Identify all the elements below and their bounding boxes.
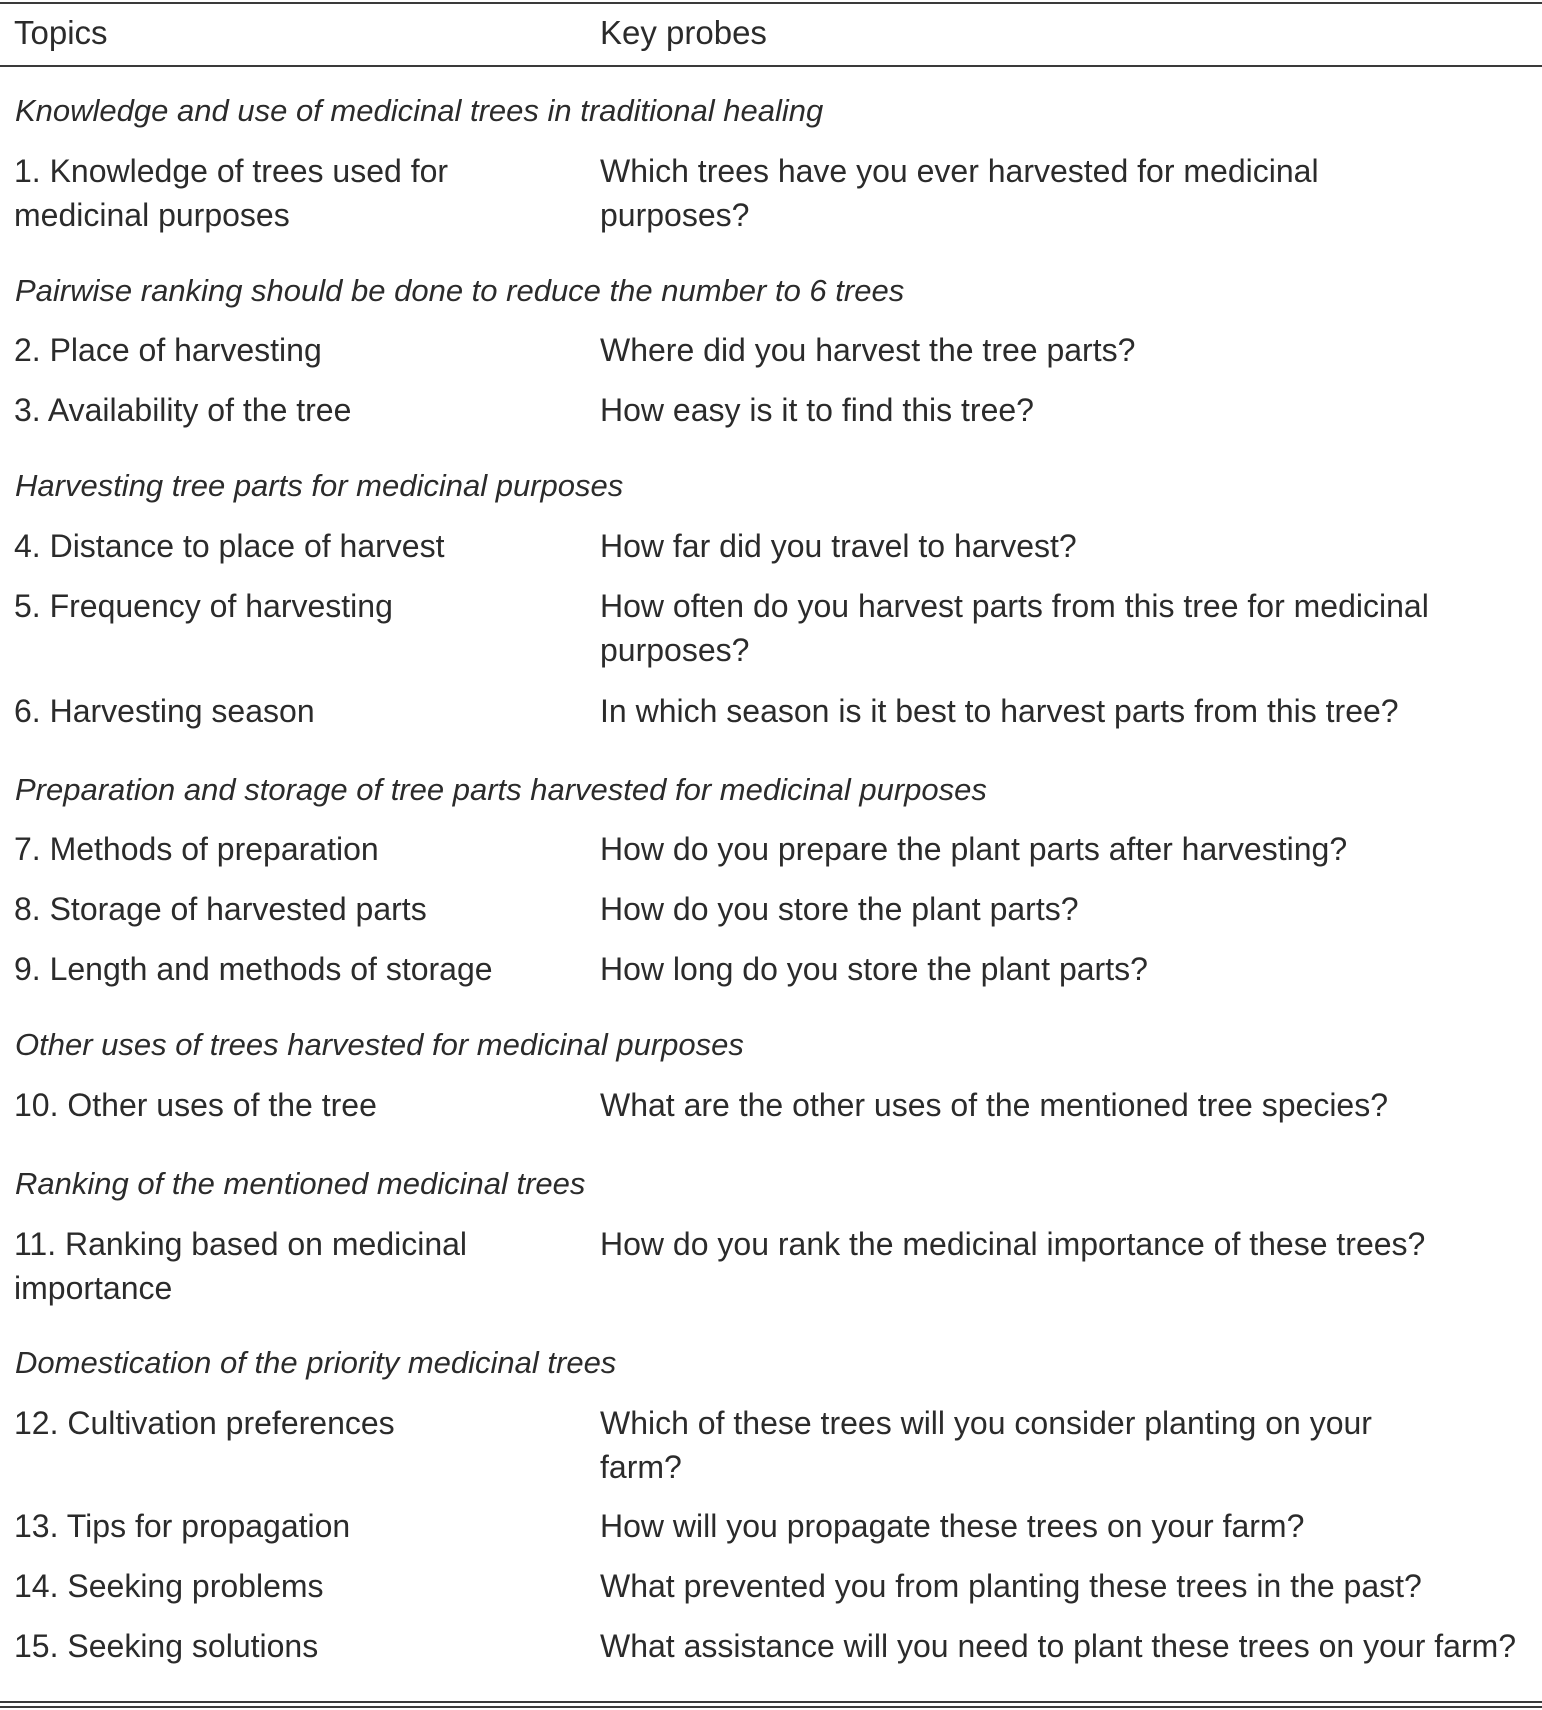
row-topic: 2. Place of harvesting [14,332,322,368]
section-heading: Harvesting tree parts for medicinal purposes [15,468,624,503]
row-topic: 3. Availability of the tree [14,392,352,428]
row-probe: How do you prepare the plant parts after harvesting? [600,831,1348,867]
row-probe: What are the other uses of the mentioned tree species? [600,1087,1389,1123]
row-topic: 9. Length and methods of storage [14,951,493,987]
row-topic: 4. Distance to place of harvest [14,528,445,564]
row-probe: How do you store the plant parts? [600,891,1079,927]
table-bottom-rule-double [0,1706,1542,1708]
row-topic: 15. Seeking solutions [14,1628,319,1664]
section-heading: Preparation and storage of tree parts harvested for medicinal purposes [15,772,987,807]
row-probe: How long do you store the plant parts? [600,951,1148,987]
section-heading: Ranking of the mentioned medicinal trees [15,1166,586,1201]
row-probe: How do you rank the medicinal importance of these trees? [600,1226,1426,1262]
row-probe: Which of these trees will you consider planting on your farm? [600,1405,1372,1485]
table-header-rule [0,65,1542,67]
header-key-probes: Key probes [600,14,767,51]
row-topic: 8. Storage of harvested parts [14,891,427,927]
header-topics: Topics [14,14,108,51]
row-probe: How far did you travel to harvest? [600,528,1077,564]
row-probe: How easy is it to find this tree? [600,392,1034,428]
row-probe: Which trees have you ever harvested for medicinal purposes? [600,153,1319,233]
row-probe: In which season is it best to harvest parts from this tree? [600,693,1399,729]
row-topic: 11. Ranking based on medicinal importance [14,1226,468,1306]
row-topic: 1. Knowledge of trees used for medicinal purposes [14,153,449,233]
row-probe: How often do you harvest parts from this tree for medicinal purposes? [600,588,1429,668]
section-heading: Pairwise ranking should be done to reduce the number to 6 trees [15,273,905,308]
row-probe: What prevented you from planting these trees in the past? [600,1568,1422,1604]
row-topic: 13. Tips for propagation [14,1508,351,1544]
section-heading: Knowledge and use of medicinal trees in traditional healing [15,93,824,128]
row-topic: 6. Harvesting season [14,693,315,729]
row-probe: How will you propagate these trees on your farm? [600,1508,1305,1544]
table-bottom-rule [0,1701,1542,1703]
section-heading: Domestication of the priority medicinal trees [15,1345,617,1380]
row-topic: 5. Frequency of harvesting [14,588,393,624]
table-header-row [0,8,1542,58]
table-top-rule [0,2,1542,4]
row-probe: Where did you harvest the tree parts? [600,332,1136,368]
row-topic: 14. Seeking problems [14,1568,324,1604]
section-heading: Other uses of trees harvested for medicinal purposes [15,1027,744,1062]
row-probe: What assistance will you need to plant these trees on your farm? [600,1628,1517,1664]
row-topic: 12. Cultivation preferences [14,1405,395,1441]
row-topic: 7. Methods of preparation [14,831,379,867]
row-topic: 10. Other uses of the tree [14,1087,377,1123]
